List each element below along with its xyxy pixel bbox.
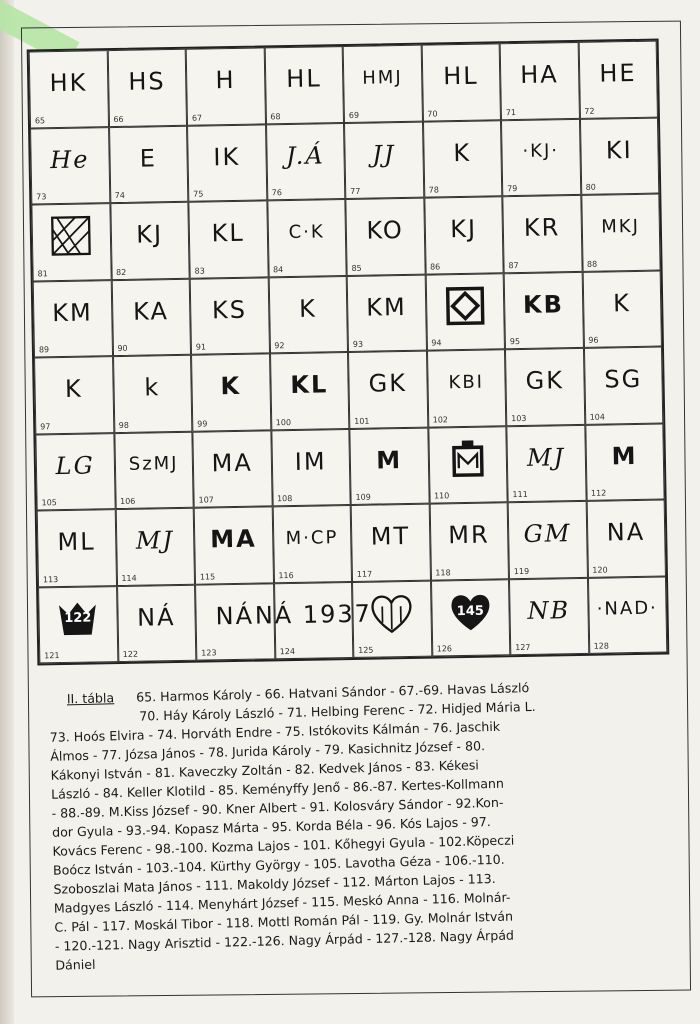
- cell-number: 77: [350, 186, 361, 196]
- monogram-mark: E: [139, 144, 158, 173]
- cell-number: 98: [118, 420, 130, 430]
- monogram-mark: HL: [442, 61, 479, 91]
- monogram-cell: [583, 347, 663, 425]
- monogram-mark: NÁ 1937: [254, 599, 373, 630]
- monogram-cell: [505, 348, 585, 426]
- cell-number: 104: [589, 412, 606, 422]
- cell-number: 97: [40, 421, 51, 431]
- monogram-cell: [429, 502, 509, 580]
- monogram-cell: [115, 508, 195, 586]
- cell-number: 71: [505, 107, 517, 117]
- monogram-mark: K: [220, 372, 242, 401]
- cell-number: 115: [199, 571, 216, 582]
- monogram-mark: KBI: [448, 371, 485, 393]
- cell-number: 86: [429, 261, 441, 272]
- monogram-mark: HL: [286, 64, 322, 94]
- cell-number: 116: [278, 570, 294, 580]
- monogram-mark: ML: [57, 527, 96, 557]
- monogram-mark: KJ: [449, 214, 478, 244]
- monogram-cell: [113, 355, 193, 433]
- monogram-cell: [426, 349, 506, 427]
- monogram-cell: [194, 506, 274, 584]
- monogram-cell: [351, 504, 431, 582]
- cell-number: 126: [436, 644, 453, 654]
- cell-number: 73: [36, 192, 47, 202]
- cell-number: 85: [351, 263, 362, 273]
- crown-badge-icon: [39, 587, 117, 651]
- monogram-cell: [110, 202, 190, 280]
- monogram-cell: [578, 41, 658, 119]
- monogram-mark: MKJ: [601, 215, 641, 238]
- cell-number: 65: [34, 115, 46, 125]
- cell-number: 105: [41, 498, 57, 508]
- cell-number: 94: [431, 338, 442, 348]
- monogram-cell: [352, 580, 432, 658]
- monogram-cell: [188, 200, 268, 278]
- cell-number: 102: [432, 414, 449, 425]
- monogram-cell: [500, 42, 580, 120]
- monogram-mark: KS: [211, 295, 248, 325]
- badge-number: 122: [64, 610, 92, 627]
- monogram-mark: LG: [55, 451, 95, 480]
- monogram-mark: JJ: [371, 139, 396, 169]
- monogram-cell: [428, 426, 508, 504]
- caption-line: C. Pál - 117. Moskál Tibor - 118. Mottl Román Pál - 119. Gy. Molnár István: [54, 908, 514, 935]
- monogram-cell: [581, 194, 661, 272]
- monogram-mark: HMJ: [362, 66, 403, 89]
- cell-number: 123: [201, 648, 217, 658]
- cell-number: 68: [270, 111, 281, 121]
- cell-number: 93: [352, 339, 364, 349]
- monogram-cell: [117, 584, 197, 662]
- cell-number: 113: [42, 574, 59, 584]
- monogram-cell: [38, 586, 118, 664]
- monogram-cell: [186, 47, 266, 125]
- monogram-mark: KJ: [136, 220, 164, 249]
- caption-line: Madgyes László - 114. Menyhárt József - 115. Meskó Anna - 116. Molnár-: [53, 889, 511, 916]
- cell-number: 108: [276, 493, 293, 504]
- monogram-cell: [29, 50, 109, 128]
- heart-filled-icon: [432, 580, 510, 644]
- cell-number: 121: [44, 651, 60, 661]
- monogram-cell: [187, 124, 267, 202]
- monogram-cell: [504, 271, 584, 349]
- cell-number: 67: [191, 113, 203, 123]
- cell-number: 127: [515, 642, 531, 653]
- caption-line: Kovács Ferenc - 98.-100. Kozma Lajos - 101. Kőhegyi Gyula - 102.Köpeczi: [52, 832, 515, 859]
- monogram-mark: MJ: [526, 442, 566, 472]
- monogram-mark: M·CP: [285, 526, 339, 549]
- caption-line: 70. Háy Károly László - 71. Helbing Ferenc - 72. Hidjed Mária L.: [139, 698, 536, 724]
- monogram-cell: [31, 203, 111, 281]
- caption-line: Álmos - 77. Józsa János - 78. Jurida Károly - 79. Kasichnitz József - 80.: [50, 738, 486, 764]
- cell-number: 103: [511, 413, 527, 423]
- caption-line: Kákonyi István - 81. Kaveczky Zoltán - 82. Kedvek János - 83. Kékesi: [50, 757, 479, 783]
- cell-number: 69: [348, 110, 360, 120]
- monogram-mark: KM: [365, 292, 407, 322]
- monogram-cell: [501, 118, 581, 196]
- monogram-cell: [111, 278, 191, 356]
- monogram-mark: KA: [132, 296, 170, 326]
- cell-number: 110: [433, 491, 450, 501]
- monogram-cell: [425, 273, 505, 351]
- caption-line: II. tábla 65. Harmos Károly - 66. Hatvani Sándor - 67.-69. Havas László: [66, 680, 530, 707]
- monogram-cell: [33, 280, 113, 358]
- monogram-mark: KI: [605, 135, 633, 165]
- monogram-mark: K: [64, 374, 83, 404]
- monogram-mark: MA: [211, 448, 253, 478]
- monogram-mark: NÁ: [215, 601, 255, 631]
- monogram-mark: J.Á: [285, 141, 325, 170]
- caption-line: Szoboszlai Mata János - 111. Makoldy József - 112. Márton Lajos - 113.: [53, 870, 496, 897]
- caption-line: - 120.-121. Nagy Arisztid - 122.-126. Nagy Árpád - 127.-128. Nagy Árpád: [54, 927, 515, 954]
- monogram-mark: ·NAD·: [596, 597, 659, 620]
- monogram-cell: [585, 423, 665, 501]
- monogram-cell: [343, 45, 423, 123]
- caption-line: László - 84. Keller Klotild - 85. Keményffy Jenő - 86.-87. Kertes-Kollmann: [50, 775, 505, 802]
- monogram-mark: IM: [294, 447, 327, 476]
- heart-outline-icon: [353, 581, 431, 645]
- cell-number: 100: [275, 417, 292, 427]
- cell-number: 101: [354, 416, 370, 426]
- monogram-mark: K: [298, 294, 318, 323]
- m-box-icon: [429, 427, 507, 491]
- monogram-cell: [347, 274, 427, 352]
- monogram-cell: [107, 49, 187, 127]
- cell-number: 90: [117, 343, 128, 354]
- monogram-mark: HK: [49, 68, 88, 98]
- monogram-cell: [192, 430, 272, 508]
- monogram-cell: [190, 277, 270, 355]
- monogram-cell: [430, 579, 510, 657]
- cell-number: 117: [356, 569, 373, 579]
- monogram-mark: KM: [52, 298, 93, 327]
- caption-line: Dániel: [55, 956, 96, 973]
- monogram-cell: [37, 509, 117, 587]
- monogram-mark: MR: [448, 520, 490, 550]
- cell-number: 111: [512, 489, 528, 500]
- cell-number: 83: [194, 265, 205, 276]
- cell-number: 72: [584, 106, 595, 116]
- cell-number: 79: [507, 184, 518, 194]
- monogram-mark: SG: [604, 365, 643, 394]
- monogram-cell: [30, 127, 110, 205]
- caption-line: Boócz István - 103.-104. Kürthy György - 105. Lavotha Géza - 106.-110.: [52, 851, 505, 878]
- monogram-cell: [268, 276, 348, 354]
- monogram-cell: [587, 576, 667, 654]
- monogram-mark: k: [144, 373, 161, 402]
- cell-number: 119: [513, 566, 530, 576]
- hatched-square-icon: [32, 204, 110, 268]
- monogram-cell: [270, 352, 350, 430]
- monogram-cell: [191, 353, 271, 431]
- cell-number: 124: [279, 646, 296, 657]
- diamond-square-icon: [426, 274, 504, 338]
- cell-number: 106: [119, 496, 136, 506]
- monogram-grid: [27, 39, 670, 666]
- cell-number: 81: [37, 268, 48, 278]
- monogram-cell: [345, 198, 425, 276]
- cell-number: 80: [585, 182, 596, 192]
- monogram-mark: SzMJ: [128, 453, 179, 476]
- cell-number: 128: [593, 641, 610, 651]
- monogram-cell: [34, 356, 114, 434]
- monogram-cell: [506, 424, 586, 502]
- monogram-cell: [348, 351, 428, 429]
- monogram-mark: C·K: [288, 221, 325, 243]
- monogram-cell: [586, 499, 666, 577]
- monogram-cell: [267, 199, 347, 277]
- monogram-mark: NÁ: [136, 602, 176, 632]
- monogram-mark: ·KJ·: [522, 140, 560, 163]
- monogram-mark: M: [611, 441, 638, 471]
- monogram-mark: He: [50, 145, 90, 174]
- table-label: II. tábla: [66, 690, 115, 707]
- monogram-cell: [344, 121, 424, 199]
- cell-number: 99: [197, 418, 208, 429]
- cell-number: 96: [588, 335, 599, 345]
- cell-number: 89: [38, 345, 50, 355]
- book-spine-shadow: [0, 0, 14, 1024]
- cell-number: 107: [198, 495, 214, 505]
- monogram-cell: [421, 43, 501, 121]
- monogram-cell: [508, 501, 588, 579]
- monogram-cell: [35, 433, 115, 511]
- cell-number: 92: [274, 341, 285, 351]
- monogram-mark: M: [375, 445, 403, 475]
- cell-number: 78: [428, 185, 439, 195]
- monogram-cell: [266, 123, 346, 201]
- monogram-mark: HE: [599, 59, 637, 88]
- monogram-mark: KL: [290, 370, 329, 400]
- monogram-mark: IK: [213, 142, 241, 172]
- monogram-cell: [502, 195, 582, 273]
- cell-number: 112: [590, 488, 607, 498]
- cell-number: 76: [271, 188, 282, 198]
- monogram-cell: [114, 431, 194, 509]
- monogram-cell: [271, 428, 351, 506]
- monogram-mark: HA: [519, 60, 559, 90]
- monogram-cell: [424, 196, 504, 274]
- monogram-mark: MA: [210, 524, 257, 554]
- monogram-cell: [582, 270, 662, 348]
- cell-number: 118: [435, 567, 451, 578]
- cell-number: 84: [272, 264, 284, 274]
- cell-number: 88: [586, 259, 598, 269]
- monogram-mark: K: [612, 288, 632, 318]
- cell-number: 125: [358, 645, 374, 655]
- monogram-cell: [264, 46, 344, 124]
- monogram-mark: KR: [523, 213, 561, 243]
- monogram-cell: [109, 125, 189, 203]
- caption: [49, 675, 674, 975]
- monogram-cell: [579, 117, 659, 195]
- cell-number: 74: [114, 190, 125, 201]
- monogram-mark: GK: [525, 366, 565, 396]
- cell-number: 122: [122, 649, 139, 659]
- cell-number: 87: [508, 260, 519, 270]
- monogram-cell: [349, 427, 429, 505]
- monogram-mark: H: [215, 66, 236, 95]
- cell-number: 75: [193, 189, 204, 199]
- monogram-cell: [422, 120, 502, 198]
- monogram-mark: KB: [522, 289, 565, 319]
- monogram-mark: MJ: [135, 526, 175, 555]
- monogram-mark: GK: [368, 369, 408, 398]
- cell-number: 120: [592, 565, 608, 575]
- monogram-mark: KL: [211, 219, 245, 248]
- cell-number: 114: [121, 573, 137, 583]
- cell-number: 70: [427, 108, 438, 119]
- cell-number: 109: [355, 492, 371, 502]
- caption-line: - 88.-89. M.Kiss József - 90. Kner Albert - 91. Kolosváry Sándor - 92.Kon-: [51, 794, 504, 821]
- monogram-mark: NB: [527, 595, 571, 625]
- cell-number: 66: [113, 114, 124, 124]
- monogram-cell: [272, 505, 352, 583]
- badge-number: 145: [456, 603, 484, 620]
- cell-number: 95: [509, 336, 521, 347]
- monogram-mark: GM: [523, 519, 572, 549]
- monogram-mark: MT: [370, 522, 411, 551]
- cell-number: 82: [115, 267, 127, 277]
- monogram-mark: KO: [366, 216, 405, 245]
- caption-line: dor Gyula - 93.-94. Kopasz Márta - 95. Korda Béla - 96. Kós Lajos - 97.: [51, 814, 491, 840]
- monogram-cell: [509, 577, 589, 655]
- cell-number: 91: [195, 342, 207, 352]
- monogram-mark: NA: [606, 518, 646, 547]
- monogram-mark: HS: [128, 67, 166, 97]
- caption-line: 73. Hoós Elvira - 74. Horváth Endre - 75. Istókovits Kálmán - 76. Jaschik: [49, 718, 501, 745]
- monogram-mark: K: [453, 138, 472, 167]
